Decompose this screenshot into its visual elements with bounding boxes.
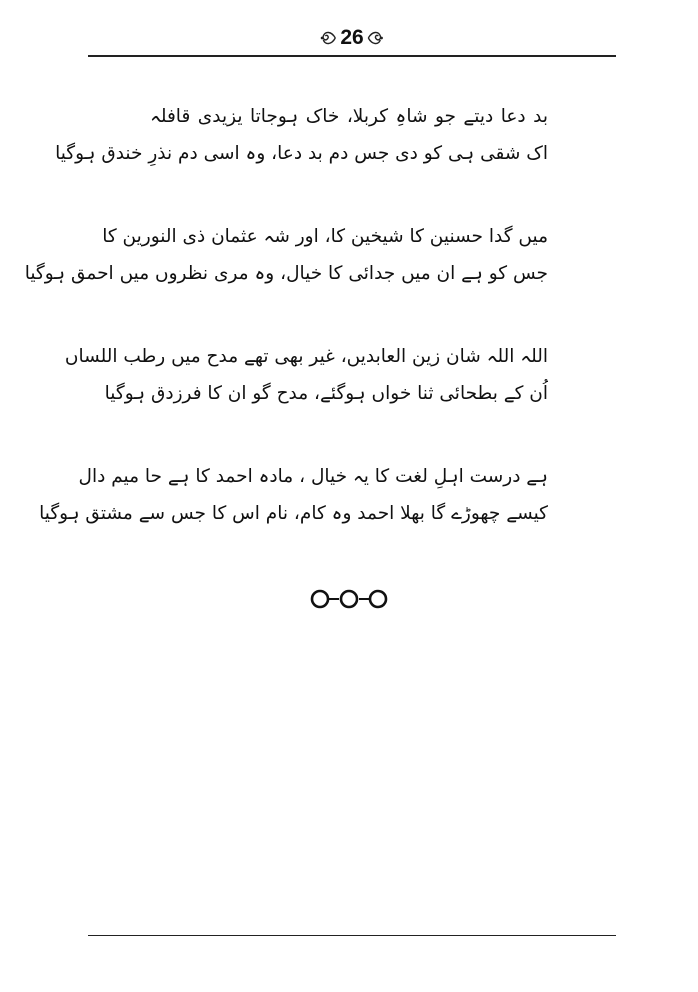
- verse-line: اُن کے بطحائی ثنا خواں ہوگئے، مدح گو ان کا فرزدق ہوگیا: [104, 383, 548, 404]
- verse-line: جس کو ہے ان میں جدائی کا خیال، وہ مری نظروں میں احمق ہوگیا: [24, 263, 548, 284]
- poem-body: [24, 98, 548, 578]
- verse-line: ہے درست اہلِ لغت کا یہ خیال ، مادہ احمد کا ہے حا میم دال: [78, 466, 548, 487]
- stanza-2: [24, 218, 548, 292]
- verse-line: کیسے چھوڑے گا بھلا احمد وہ کام، نام اس کا جس سے مشتق ہوگیا: [39, 503, 548, 524]
- flourish-right-icon: [368, 28, 384, 48]
- stanza-3: [64, 338, 548, 412]
- verse-line: بد دعا دیتے جو شاہِ کربلا، خاک ہوجاتا یزیدی قافلہ: [150, 106, 548, 127]
- stanza-1: [55, 98, 548, 172]
- page-header: [88, 24, 616, 58]
- verse-line: اک شقی ہی کو دی جس دم بد دعا، وہ اسی دم نذرِ خندق ہوگیا: [55, 143, 548, 164]
- stanza-4: [39, 458, 548, 532]
- verse-line: اللہ اللہ شان زین العابدیں، غیر بھی تھے مدح میں رطب اللساں: [64, 346, 548, 367]
- header-rule: [88, 55, 616, 57]
- verse-line: میں گدا حسنین کا شیخین کا، اور شہ عثمان ذی النورین کا: [102, 226, 548, 247]
- flourish-left-icon: [320, 28, 336, 48]
- page-number: 26: [340, 26, 364, 49]
- page-number-frame: [320, 26, 383, 50]
- footer-rule: [88, 935, 616, 936]
- three-rings-ornament-icon: [310, 588, 388, 610]
